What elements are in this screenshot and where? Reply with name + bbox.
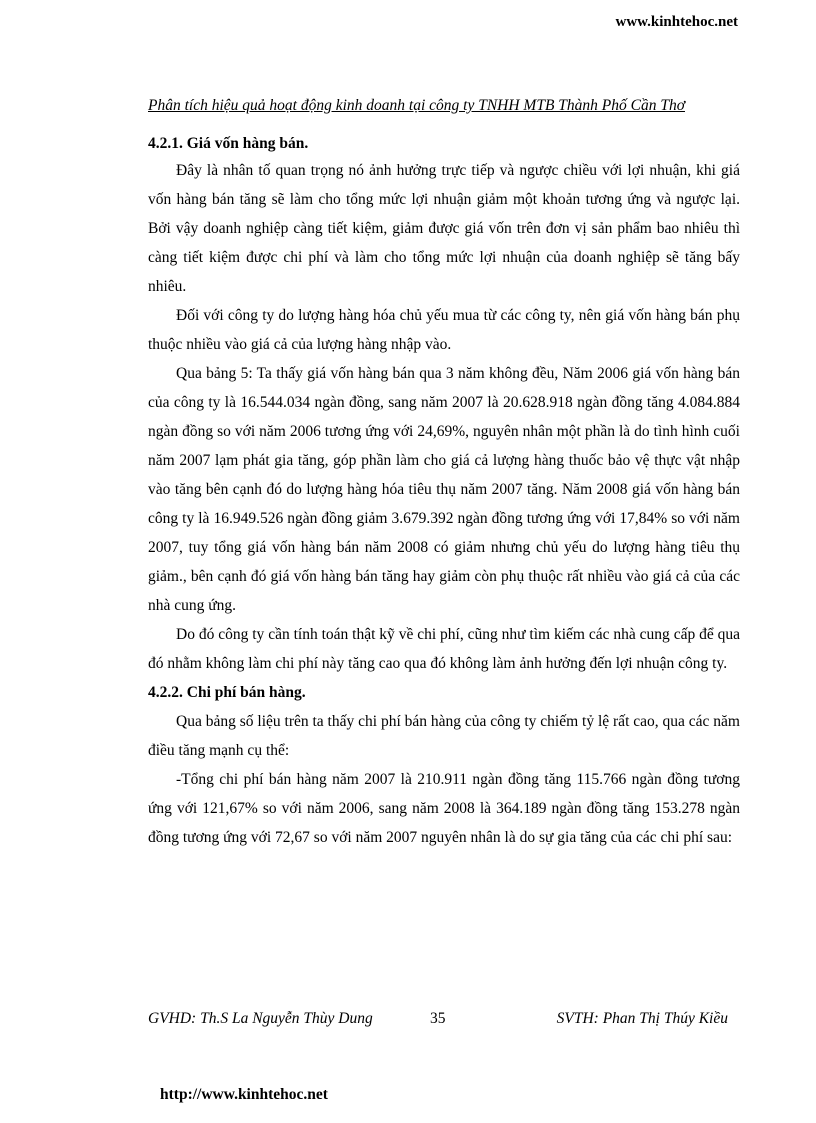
site-url-top: www.kinhtehoc.net xyxy=(615,14,738,30)
page-footer xyxy=(148,1010,740,1032)
section-heading-cost-of-goods: 4.2.1. Giá vốn hàng bán. xyxy=(148,135,309,152)
document-body xyxy=(148,132,740,852)
paragraph: -Tổng chi phí bán hàng năm 2007 là 210.911 ngàn đồng tăng 115.766 ngàn đồng tương ứng với 121,67% so với năm 2006, sang năm 2008 là 364.189 ngàn đồng tăng 153.278 ngàn đồng tương ứng với 72,67 so với năm 2007 nguyên nhân là do sự gia tăng của các chi phí sau: xyxy=(148,771,740,846)
footer-instructor: GVHD: Th.S La Nguyễn Thùy Dung xyxy=(148,1010,373,1027)
paragraph: Qua bảng số liệu trên ta thấy chi phí bán hàng của công ty chiếm tỷ lệ rất cao, qua các năm điều tăng mạnh cụ thể: xyxy=(148,713,740,759)
document-header-title: Phân tích hiệu quả hoạt động kinh doanh tại công ty TNHH MTB Thành Phố Cần Thơ xyxy=(148,97,685,114)
footer-student: SVTH: Phan Thị Thúy Kiều xyxy=(556,1010,728,1027)
section-heading-selling-expenses: 4.2.2. Chi phí bán hàng. xyxy=(148,684,306,701)
paragraph: Đây là nhân tố quan trọng nó ảnh hưởng trực tiếp và ngược chiều với lợi nhuận, khi giá vốn hàng bán tăng sẽ làm cho tổng mức lợi nhuận giảm một khoản tương ứng và ngược lại. Bởi vậy doanh nghiệp càng tiết kiệm, giảm được giá vốn trên đơn vị sản phẩm bao nhiêu thì càng tiết kiệm được chi phí và làm cho tổng mức lợi nhuận của doanh nghiệp sẽ tăng bấy nhiêu. xyxy=(148,162,740,295)
paragraph: Qua bảng 5: Ta thấy giá vốn hàng bán qua 3 năm không đều, Năm 2006 giá vốn hàng bán của công ty là 16.544.034 ngàn đồng, sang năm 2007 là 20.628.918 ngàn đồng tăng 4.084.884 ngàn đồng so với năm 2006 tương ứng với 24,69%, nguyên nhân một phần là do tình hình cuối năm 2007 lạm phát gia tăng, góp phần làm cho giá cả lượng hàng thuốc bảo vệ thực vật nhập vào tăng bên cạnh đó do lượng hàng hóa tiêu thụ năm 2007 tăng. Năm 2008 giá vốn hàng bán công ty là 16.949.526 ngàn đồng giảm 3.679.392 ngàn đồng tương ứng với 17,84% so với năm 2007, tuy tổng giá vốn hàng bán năm 2008 có giảm nhưng chủ yếu do lượng hàng tiêu thụ giảm., bên cạnh đó giá vốn hàng bán tăng hay giảm còn phụ thuộc rất nhiều vào giá cả của các nhà cung ứng. xyxy=(148,365,740,614)
site-url-bottom[interactable]: http://www.kinhtehoc.net xyxy=(160,1086,328,1103)
paragraph: Đối với công ty do lượng hàng hóa chủ yếu mua từ các công ty, nên giá vốn hàng bán phụ thuộc nhiều vào giá cả của lượng hàng nhập vào. xyxy=(148,307,740,353)
paragraph: Do đó công ty cần tính toán thật kỹ về chi phí, cũng như tìm kiếm các nhà cung cấp để qua đó nhằm không làm chi phí này tăng cao qua đó không làm ảnh hưởng đến lợi nhuận công ty. xyxy=(148,626,740,672)
page-number: 35 xyxy=(430,1010,446,1027)
